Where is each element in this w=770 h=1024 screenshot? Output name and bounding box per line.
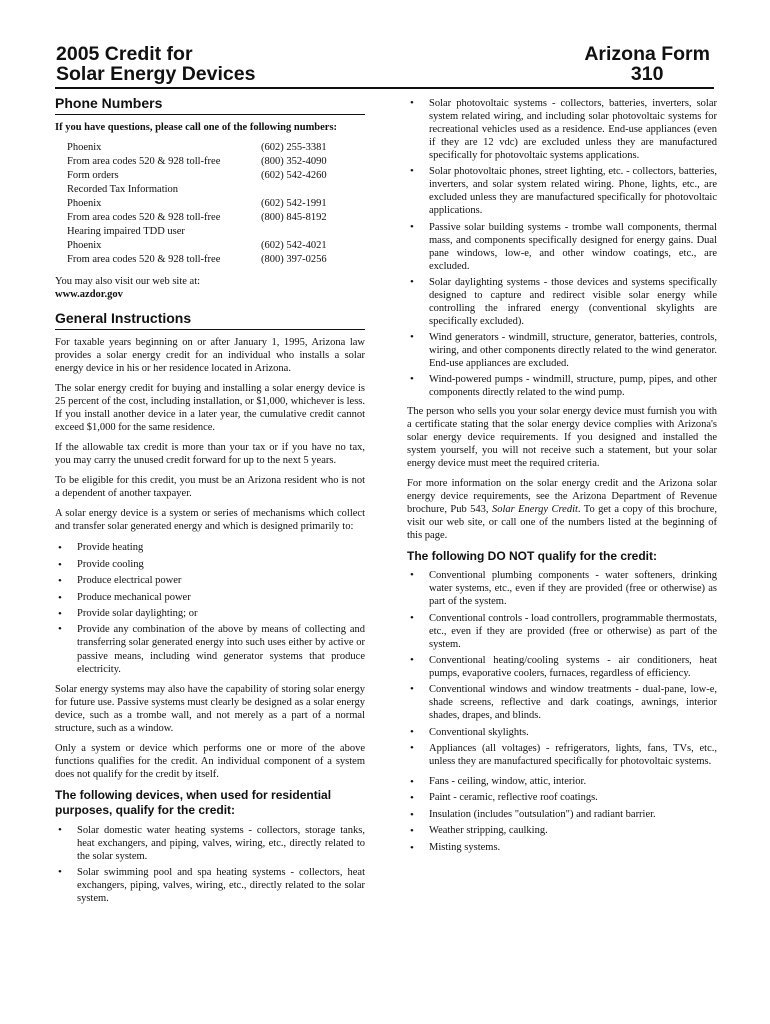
phone-label: Hearing impaired TDD user: [67, 226, 185, 237]
form-number-line2: 310: [630, 63, 664, 85]
list-item: • Solar domestic water heating systems - collectors, storage tanks, heat exchangers, and piping, valves, wiring, etc., directly related to the solar system.: [55, 824, 365, 863]
phone-list: [67, 141, 365, 267]
phone-number: [261, 225, 361, 239]
phone-number: (602) 255-3381: [261, 142, 327, 153]
list-item: • Insulation (includes "outsulation") and radiant barrier.: [407, 807, 717, 824]
seller-paragraph: The person who sells you your solar energy device must furnish you with a certificate stating that the solar energy device complies with Arizona's solar energy device requirements. If you designed and installed the system yourself, you will not receive such a statement, but your solar energy device must meet the required criteria.: [407, 406, 717, 470]
general-paragraph: Solar energy systems may also have the capability of storing solar energy for future use. Passive systems must clearly be designed as a solar energy device, such as a trombe wall, and not merely as a part of a normal structure, such as a window.: [55, 683, 365, 734]
phone-row: [67, 141, 365, 155]
list-item: • Provide heating: [55, 540, 365, 557]
phone-row: [67, 225, 365, 239]
form-title: [56, 44, 255, 84]
general-paragraph: If the allowable tax credit is more than your tax or if you have no tax, you may carry the unused credit forward for up to the next 5 years.: [55, 442, 365, 466]
phone-row: [67, 169, 365, 183]
phone-label: From area codes 520 & 928 toll-free: [67, 156, 221, 167]
phone-row: [67, 253, 365, 267]
phone-label: Phoenix: [67, 142, 102, 153]
left-column: [55, 94, 365, 911]
phone-label: From area codes 520 & 928 toll-free: [67, 212, 221, 223]
qualify-list-left: [55, 824, 365, 905]
phone-number: (800) 845-8192: [261, 212, 327, 223]
form-number: [584, 44, 710, 84]
phone-label: From area codes 520 & 928 toll-free: [67, 254, 221, 265]
not-qualify-list: [407, 569, 717, 767]
brochure-title: Solar Energy Credit: [491, 504, 578, 516]
form-title-line2: Solar Energy Devices: [56, 63, 256, 85]
list-item: • Produce mechanical power: [55, 590, 365, 607]
web-site-text: You may also visit our web site at:: [55, 276, 201, 287]
more-info-paragraph: [407, 477, 717, 542]
phone-intro: If you have questions, please call one of the following numbers:: [55, 122, 338, 133]
list-item: • Provide solar daylighting; or: [55, 606, 365, 623]
phone-row: [67, 183, 365, 197]
general-paragraph: Only a system or device which performs one or more of the above functions qualifies for the credit. An individual component of a system does not qualify for the credit by itself.: [55, 742, 365, 780]
list-item: • Misting systems.: [407, 840, 717, 857]
phone-row: [67, 197, 365, 211]
list-item: • Weather stripping, caulking.: [407, 823, 717, 840]
web-site-link[interactable]: www.azdor.gov: [55, 289, 123, 300]
list-item: • Conventional windows and window treatments - dual-pane, low-e, shade screens, reflective and dark coatings, awnings, interior shades, drapes, and blinds.: [407, 683, 717, 722]
not-qualify-heading: The following DO NOT qualify for the credit:: [407, 549, 657, 564]
list-item: • Wind-powered pumps - windmill, structure, pump, pipes, and other components directly related to the wind pump.: [407, 373, 717, 399]
form-number-line1: Arizona Form: [584, 43, 710, 65]
phone-number: (800) 397-0256: [261, 254, 327, 265]
list-item: • Appliances (all voltages) - refrigerators, lights, fans, TVs, etc., unless they are manufactured specifically for photovoltaic systems.: [407, 742, 717, 768]
phone-number: (602) 542-4021: [261, 240, 327, 251]
list-item: • Conventional skylights.: [407, 726, 717, 739]
phone-row: [67, 155, 365, 169]
general-paragraph: For taxable years beginning on or after January 1, 1995, Arizona law provides a solar energy credit for an individual who installs a solar energy device in his or her residence located in Arizona.: [55, 337, 365, 374]
qualify-list-right: [407, 97, 717, 399]
phone-label: Phoenix: [67, 198, 102, 209]
general-instructions-heading: General Instructions: [55, 309, 365, 330]
list-item: • Passive solar building systems - trombe wall components, thermal mass, and components specifically designed for energy gains. Dual pane windows, low-e, and other window coatings, etc., are excluded.: [407, 221, 717, 273]
list-item: • Solar swimming pool and spa heating systems - collectors, heat exchangers, piping, valves, wiring, etc., directly related to the solar system.: [55, 866, 365, 905]
general-paragraph: A solar energy device is a system or series of mechanisms which collect and transfer solar generated energy and which is designed primarily to:: [55, 508, 365, 532]
not-qualify-list-short: [407, 774, 717, 857]
list-item: • Fans - ceiling, window, attic, interior.: [407, 774, 717, 791]
list-item: • Wind generators - windmill, structure, generator, batteries, controls, wiring, and other components directly related to the wind generator. End-use appliances are excluded.: [407, 331, 717, 370]
phone-number: [261, 183, 361, 197]
list-item: • Solar photovoltaic systems - collectors, batteries, inverters, solar system related wiring, and including solar photovoltaic systems for recreational vehicles used as a residence. End-use appliances (even if they are 12 vdc) are excluded unless they are manufactured specifically for photovoltaic systems applications.: [407, 97, 717, 162]
right-column: [407, 97, 717, 862]
qualify-heading: The following devices, when used for residential purposes, qualify for the credit:: [55, 787, 332, 817]
list-item: • Conventional plumbing components - water softeners, drinking water systems, etc., even if they are provided (free or otherwise) as part of the system.: [407, 569, 717, 608]
list-item: • Paint - ceramic, reflective roof coatings.: [407, 790, 717, 807]
phone-label: Form orders: [67, 170, 119, 181]
phone-row: [67, 211, 365, 225]
more-info-text: For more information on the solar energy credit and the Arizona solar energy device requirements, see the Arizona Department of Revenue brochure, Pub 543,: [407, 478, 717, 516]
header-rule: [55, 87, 714, 89]
phone-number: (602) 542-4260: [261, 170, 327, 181]
phone-row: [67, 239, 365, 253]
list-item: • Provide any combination of the above by means of collecting and transferring solar generated energy into such uses either by active or passive means, including wind generator systems that produce electricity.: [55, 623, 365, 677]
phone-label: Phoenix: [67, 240, 102, 251]
general-paragraph: To be eligible for this credit, you must be an Arizona resident who is not a dependent of another taxpayer.: [55, 475, 365, 499]
general-paragraph: The solar energy credit for buying and installing a solar energy device is 25 percent of the cost, including installation, or $1,000, whichever is less. If you install another device in a later year, the cumulative credit cannot exceed $1,000 for the same residence.: [55, 383, 365, 433]
phone-label: Recorded Tax Information: [67, 184, 179, 195]
list-item: • Provide cooling: [55, 557, 365, 574]
list-item: • Conventional heating/cooling systems - air conditioners, heat pumps, evaporative coolers, furnaces, regardless of efficiency.: [407, 654, 717, 680]
phone-number: (800) 352-4090: [261, 156, 327, 167]
phone-numbers-heading: Phone Numbers: [55, 94, 365, 115]
list-item: • Produce electrical power: [55, 573, 365, 590]
uses-list: [55, 540, 365, 677]
more-info-text-end: . To get a copy of this brochure, visit our web site, or call one of the numbers listed at the beginning of this page.: [407, 504, 718, 542]
phone-number: (602) 542-1991: [261, 198, 327, 209]
list-item: • Solar daylighting systems - those devices and systems specifically designed to capture and redirect visible solar energy while controlling the infrared energy (conventional skylights are specifically excluded).: [407, 276, 717, 328]
list-item: • Solar photovoltaic phones, street lighting, etc. - collectors, batteries, inverters, and solar system related wiring. Phone, lights, etc., are excluded unless they are manufactured specifically for photovoltaic applications.: [407, 165, 717, 217]
list-item: • Conventional controls - load controllers, programmable thermostats, etc., even if they are provided (free or otherwise) as part of the system.: [407, 612, 717, 651]
form-title-line1: 2005 Credit for: [56, 43, 193, 65]
